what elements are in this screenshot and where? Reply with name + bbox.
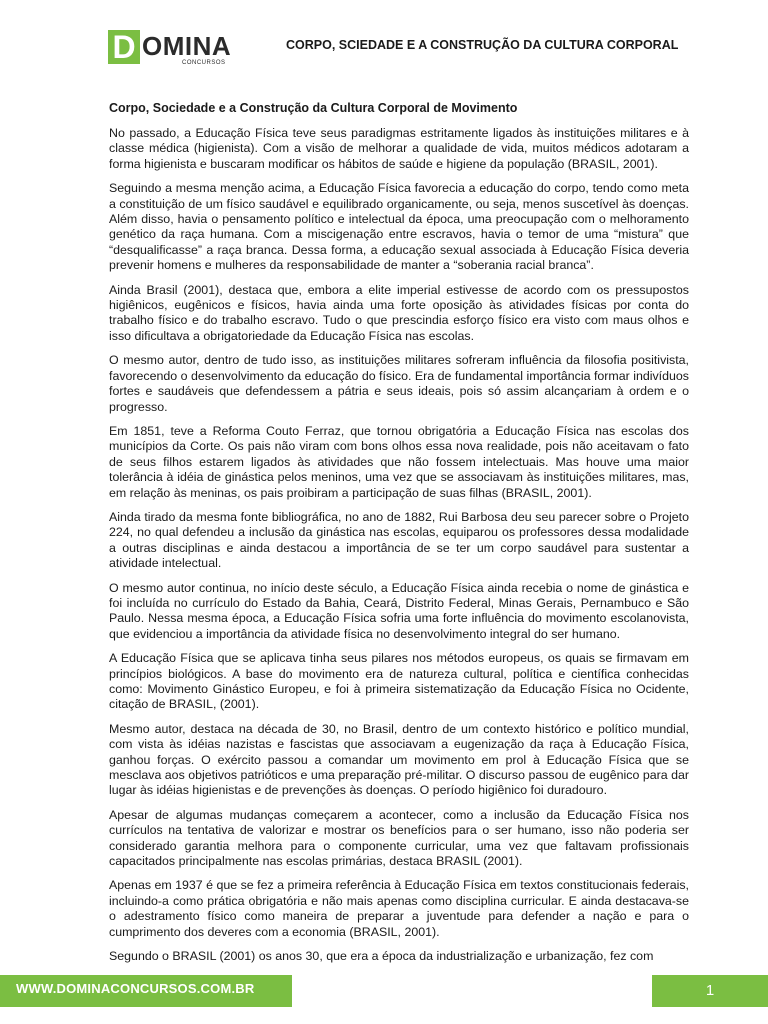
paragraph: O mesmo autor continua, no início deste século, a Educação Física ainda recebia o nome de ginástica e foi incluída no currículo do Estado da Bahia, Ceará, Distrito Federal, Minas Gerais, Pernambuco e São Paulo. Nessa mesma época, a Educação Física sofria uma forte influência do movimento escolanovista, que evidenciou a importância da atividade física no desenvolvimento integral do ser humano. xyxy=(109,580,689,641)
paragraph: Apesar de algumas mudanças começarem a acontecer, como a inclusão da Educação Física nos currículos na tentativa de valorizar e mostrar os benefícios para o ser humano, isso não poderia ser considerado garantia melhora para o componente curricular, uma vez que faltavam profissionais capacitados principalmente nas escolas primárias, destaca BRASIL (2001). xyxy=(109,807,689,869)
paragraph: No passado, a Educação Física teve seus paradigmas estritamente ligados às instituições militares e à classe médica (higienista). Com a visão de melhorar a qualidade de vida, muitos médicos adotaram a forma higienista e buscaram modificar os hábitos de saúde e higiene da população (BRASIL, 2001). xyxy=(109,126,689,171)
document-heading: Corpo, Sociedade e a Construção da Cultura Corporal de Movimento xyxy=(109,101,518,115)
paragraph: Seguindo a mesma menção acima, a Educação Física favorecia a educação do corpo, tendo como meta a constituição de um físico saudável e equilibrado organicamente, ou seja, menos suscetível às doenças. Além disso, havia o pensamento político e intelectual da época, uma preocupação com o melhoramento genético da raça humana. Com a miscigenação entre escravos, havia o temor de uma “mistura” que “desqualificasse” a raça branca. Dessa forma, a educação sexual associada à Educação Física deveria prevenir homens e mulheres da responsabilidade de manter a “soberania racial branca”. xyxy=(109,181,689,273)
logo-letter-box: D xyxy=(108,30,140,64)
logo-wordmark: OMINA xyxy=(142,31,232,61)
footer-website-link[interactable]: WWW.DOMINACONCURSOS.COM.BR xyxy=(0,975,292,1007)
paragraph: Em 1851, teve a Reforma Couto Ferraz, que tornou obrigatória a Educação Física nas escolas dos municípios da Corte. Os pais não viram com bons olhos essa nova realidade, pois não aceitavam o fato de seus filhos estarem ligados às atividades que não fossem intelectuais. Mas houve uma maior tolerância à idéia de ginástica pelos meninos, uma vez que se associavam às instituições militares, mas, em relação às meninas, os pais proibiram a participação de suas filhas (BRASIL, 2001). xyxy=(109,423,689,500)
paragraph: A Educação Física que se aplicava tinha seus pilares nos métodos europeus, os quais se firmavam em princípios biológicos. A base do movimento era de natureza cultural, política e científica conhecidas como: Movimento Ginástico Europeu, e foi à primeira sistematização da Educação Física no Ocidente, citação de BRASIL, (2001). xyxy=(109,651,689,712)
paragraph: Mesmo autor, destaca na década de 30, no Brasil, dentro de um contexto histórico e político mundial, com vista às idéias nazistas e fascistas que associavam a eugenização da raça à Educação Física, ganhou forças. O exército passou a comandar um movimento em prol à Educação Física que se mesclava aos objetivos patrióticos e uma preparação pré-militar. O discurso passou de eugênico para dar lugar às idéias higienistas e de prevenções às doenças. O período higiênico foi duradouro. xyxy=(109,721,689,798)
logo-subtitle: CONCURSOS xyxy=(182,60,226,66)
paragraph: Ainda Brasil (2001), destaca que, embora a elite imperial estivesse de acordo com os pressupostos higiênicos, eugênicos e físicos, havia ainda uma forte oposição às atividades físicas por conta do trabalho físico e do trabalho escravo. Tudo o que prescindia esforço físico era visto com maus olhos e isso dificultava a obrigatoriedade da Educação Física nas escolas. xyxy=(109,282,689,343)
paragraph: Segundo o BRASIL (2001) os anos 30, que era a época da industrialização e urbanização, fez com xyxy=(109,949,654,964)
paragraph: Ainda tirado da mesma fonte bibliográfica, no ano de 1882, Rui Barbosa deu seu parecer sobre o Projeto 224, no qual defendeu a inclusão da ginástica nas escolas, equiparou os professores dessa modalidade a outras disciplinas e ainda destacou a importância de se ter um corpo saudável para sustentar a atividade intelectual. xyxy=(109,509,689,571)
footer-page-number: 1 xyxy=(652,975,768,1007)
paragraph: Apenas em 1937 é que se fez a primeira referência à Educação Física em textos constitucionais federais, incluindo-a como prática obrigatória e não mais apenas como disciplina curricular. E ainda destacava-se o adestramento físico como maneira de preparar a juventude para defender a nação e para o cumprimento dos deveres com a economia (BRASIL, 2001). xyxy=(109,878,689,939)
document-body xyxy=(109,100,689,974)
domina-logo xyxy=(108,30,232,70)
page-header-title: CORPO, SCIEDADE E A CONSTRUÇÃO DA CULTURA CORPORAL xyxy=(286,38,679,52)
paragraph: O mesmo autor, dentro de tudo isso, as instituições militares sofreram influência da filosofia positivista, favorecendo o desenvolvimento da educação do físico. Era de fundamental importância formar indivíduos fortes e saudáveis que defendessem a pátria e seus ideais, pois só assim alcançariam à ordem e o progresso. xyxy=(109,353,689,414)
